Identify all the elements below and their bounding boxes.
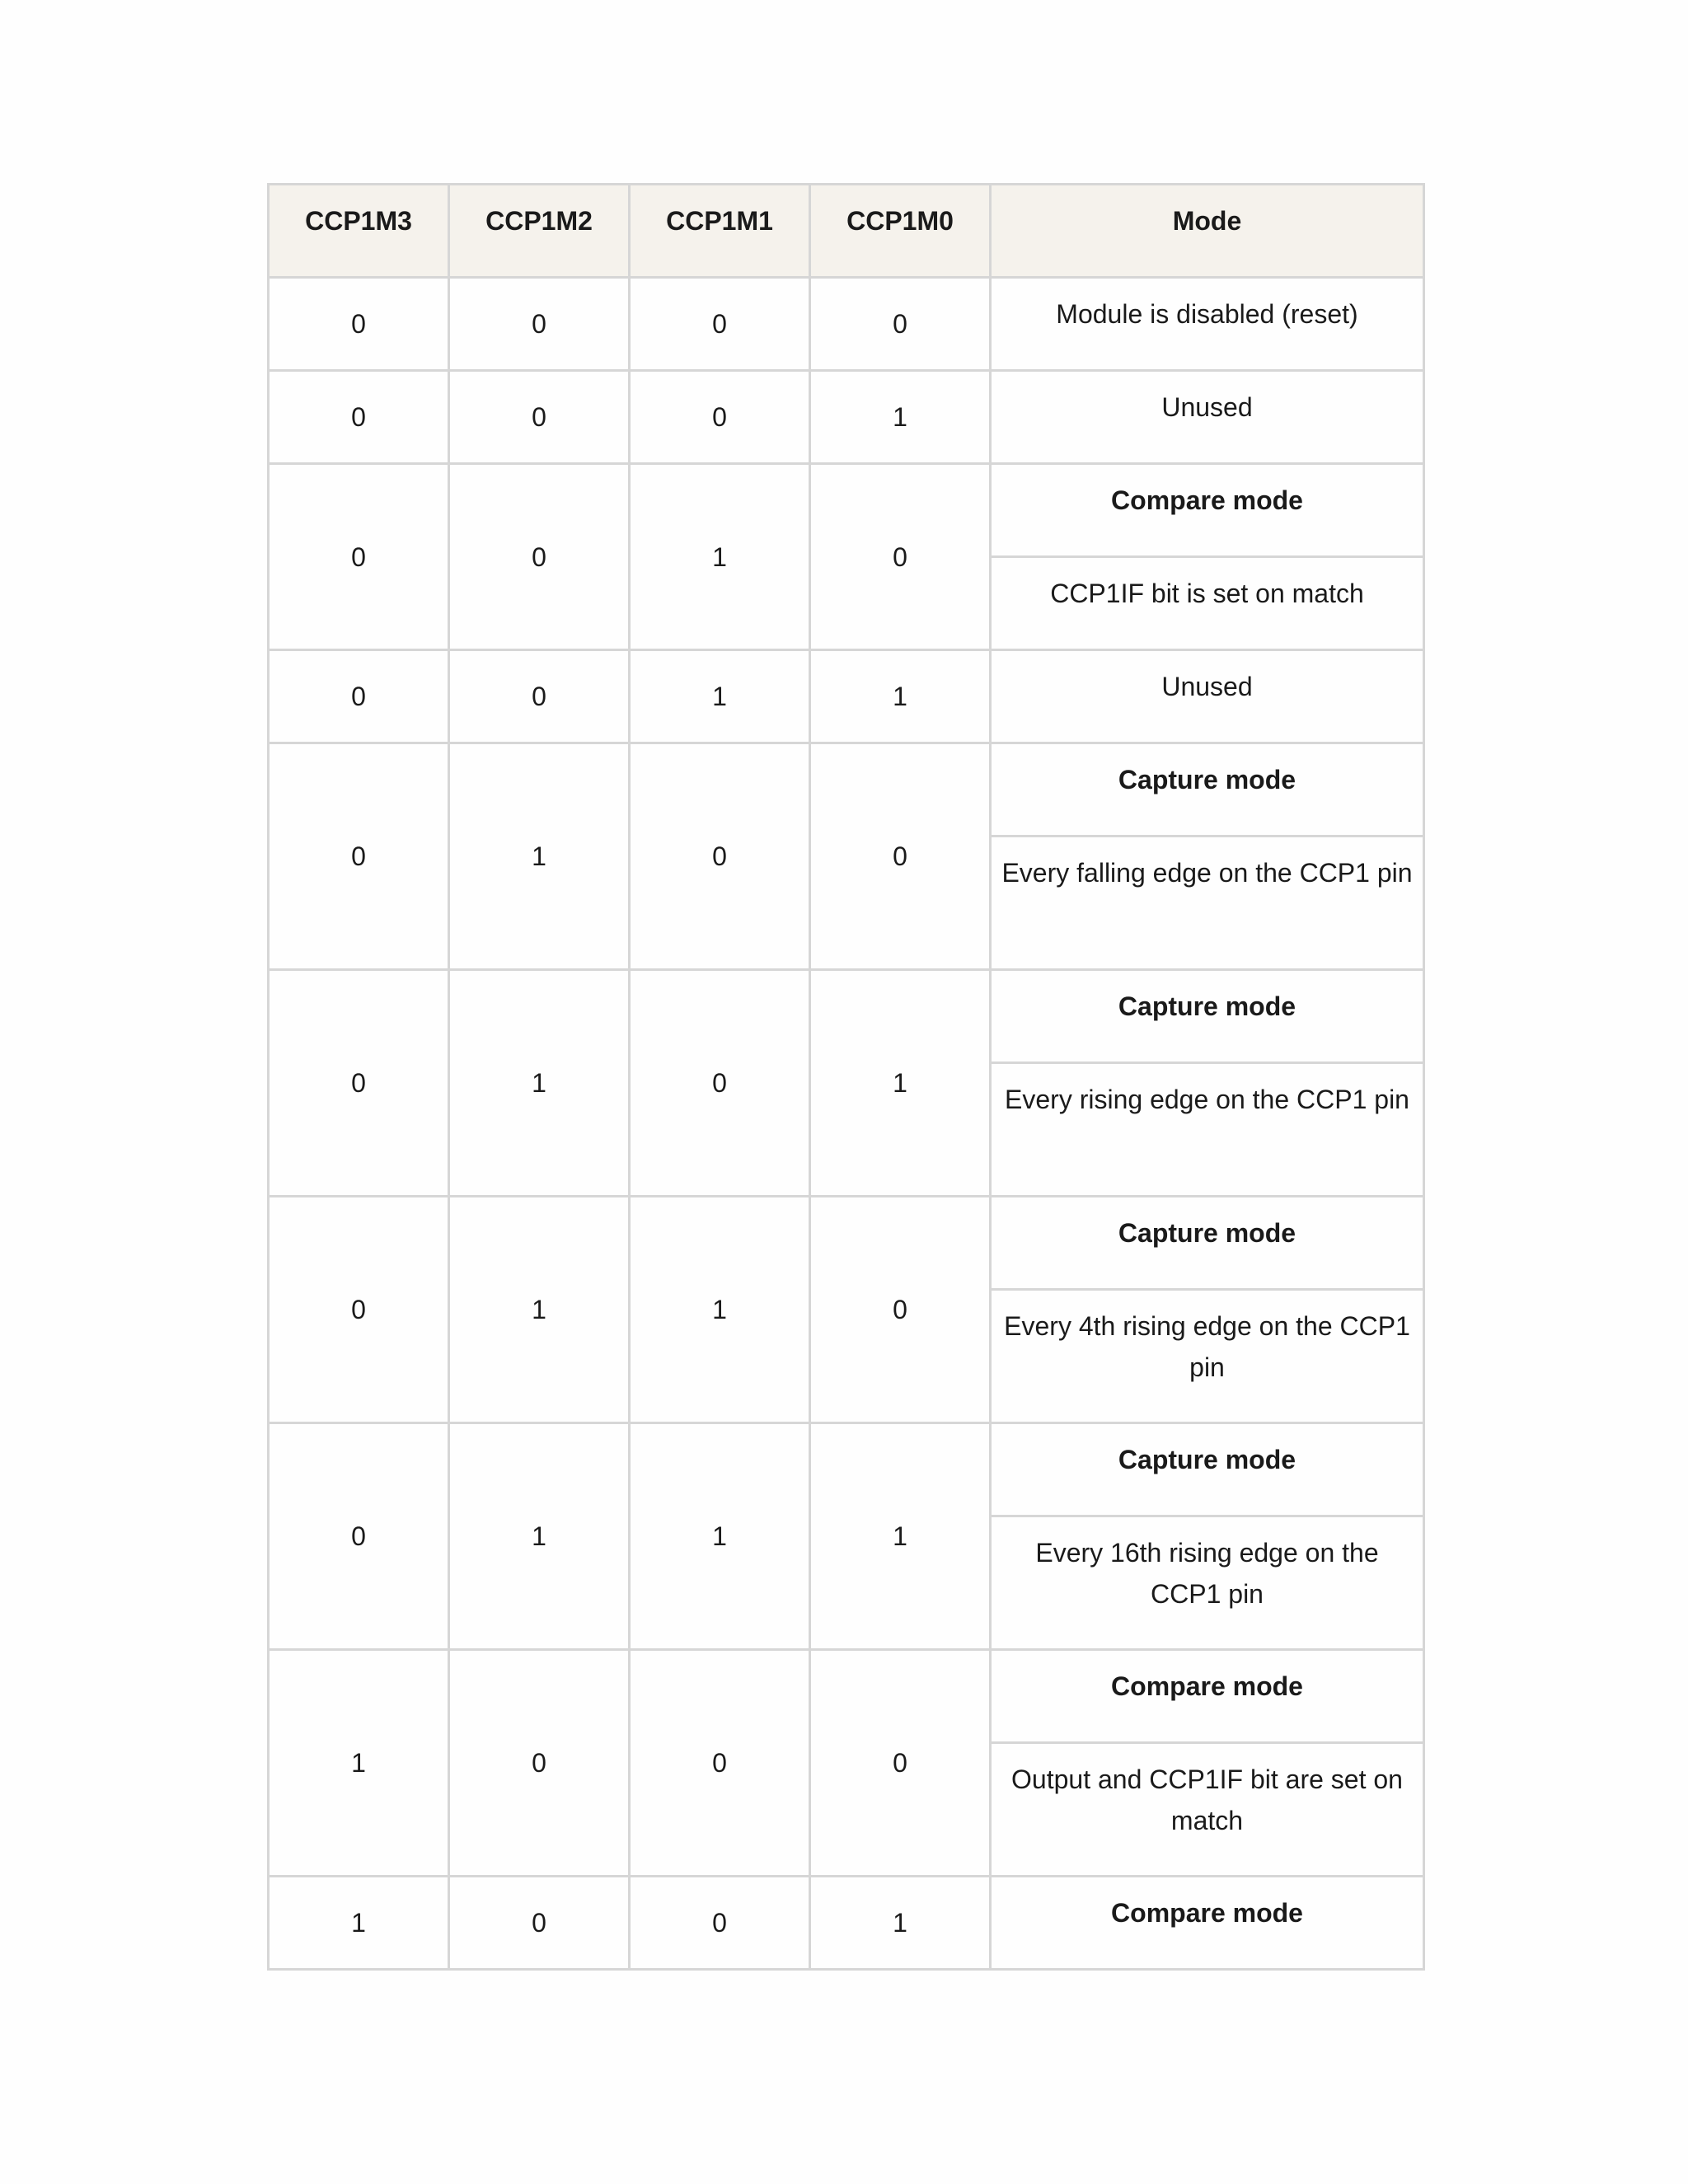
bit-ccp1m2: 0 xyxy=(449,1877,630,1970)
bit-ccp1m1: 1 xyxy=(630,650,810,743)
mode-description: Every rising edge on the CCP1 pin xyxy=(991,1063,1424,1197)
bit-ccp1m2: 0 xyxy=(449,464,630,650)
bit-ccp1m3: 0 xyxy=(269,650,449,743)
bit-ccp1m1: 0 xyxy=(630,743,810,970)
bit-ccp1m3: 0 xyxy=(269,1197,449,1423)
bit-ccp1m2: 0 xyxy=(449,1650,630,1877)
header-ccp1m1: CCP1M1 xyxy=(630,185,810,278)
mode-title: Compare mode xyxy=(991,1877,1424,1970)
bit-ccp1m1: 0 xyxy=(630,1650,810,1877)
table-row xyxy=(269,1650,1424,1743)
bit-ccp1m3: 0 xyxy=(269,970,449,1197)
mode-title: Capture mode xyxy=(991,970,1424,1063)
mode-description: Every 16th rising edge on the CCP1 pin xyxy=(991,1516,1424,1650)
bit-ccp1m2: 1 xyxy=(449,1423,630,1650)
header-ccp1m3: CCP1M3 xyxy=(269,185,449,278)
mode-title: Capture mode xyxy=(991,1423,1424,1516)
bit-ccp1m0: 0 xyxy=(810,278,991,371)
mode-description: Unused xyxy=(991,371,1424,464)
bit-ccp1m0: 1 xyxy=(810,1423,991,1650)
bit-ccp1m3: 0 xyxy=(269,1423,449,1650)
bit-ccp1m1: 0 xyxy=(630,278,810,371)
bit-ccp1m0: 0 xyxy=(810,1650,991,1877)
table-row xyxy=(269,371,1424,464)
mode-title: Capture mode xyxy=(991,743,1424,837)
bit-ccp1m2: 0 xyxy=(449,278,630,371)
bit-ccp1m0: 1 xyxy=(810,650,991,743)
bit-ccp1m1: 1 xyxy=(630,1423,810,1650)
bit-ccp1m3: 0 xyxy=(269,371,449,464)
mode-description: Module is disabled (reset) xyxy=(991,278,1424,371)
bit-ccp1m3: 0 xyxy=(269,278,449,371)
mode-description: Every falling edge on the CCP1 pin xyxy=(991,837,1424,970)
bit-ccp1m2: 1 xyxy=(449,970,630,1197)
bit-ccp1m0: 0 xyxy=(810,1197,991,1423)
bit-ccp1m1: 0 xyxy=(630,970,810,1197)
bit-ccp1m1: 0 xyxy=(630,1877,810,1970)
table-row xyxy=(269,278,1424,371)
ccp1-mode-table xyxy=(267,183,1425,1971)
bit-ccp1m2: 0 xyxy=(449,371,630,464)
header-mode: Mode xyxy=(991,185,1424,278)
table-row xyxy=(269,1423,1424,1516)
bit-ccp1m3: 1 xyxy=(269,1877,449,1970)
bit-ccp1m0: 0 xyxy=(810,743,991,970)
bit-ccp1m2: 1 xyxy=(449,743,630,970)
header-ccp1m0: CCP1M0 xyxy=(810,185,991,278)
table-row xyxy=(269,650,1424,743)
mode-description: CCP1IF bit is set on match xyxy=(991,557,1424,650)
table-header-row xyxy=(269,185,1424,278)
bit-ccp1m3: 0 xyxy=(269,743,449,970)
table-row xyxy=(269,464,1424,557)
table-row xyxy=(269,743,1424,837)
bit-ccp1m0: 0 xyxy=(810,464,991,650)
mode-description: Every 4th rising edge on the CCP1 pin xyxy=(991,1290,1424,1423)
bit-ccp1m0: 1 xyxy=(810,970,991,1197)
bit-ccp1m1: 0 xyxy=(630,371,810,464)
mode-title: Compare mode xyxy=(991,1650,1424,1743)
header-ccp1m2: CCP1M2 xyxy=(449,185,630,278)
bit-ccp1m0: 1 xyxy=(810,371,991,464)
table-row xyxy=(269,1197,1424,1290)
mode-title: Capture mode xyxy=(991,1197,1424,1290)
mode-description: Output and CCP1IF bit are set on match xyxy=(991,1743,1424,1877)
table-row xyxy=(269,1877,1424,1970)
bit-ccp1m1: 1 xyxy=(630,464,810,650)
mode-description: Unused xyxy=(991,650,1424,743)
bit-ccp1m3: 0 xyxy=(269,464,449,650)
bit-ccp1m0: 1 xyxy=(810,1877,991,1970)
table-row xyxy=(269,970,1424,1063)
mode-title: Compare mode xyxy=(991,464,1424,557)
bit-ccp1m1: 1 xyxy=(630,1197,810,1423)
bit-ccp1m3: 1 xyxy=(269,1650,449,1877)
bit-ccp1m2: 1 xyxy=(449,1197,630,1423)
bit-ccp1m2: 0 xyxy=(449,650,630,743)
